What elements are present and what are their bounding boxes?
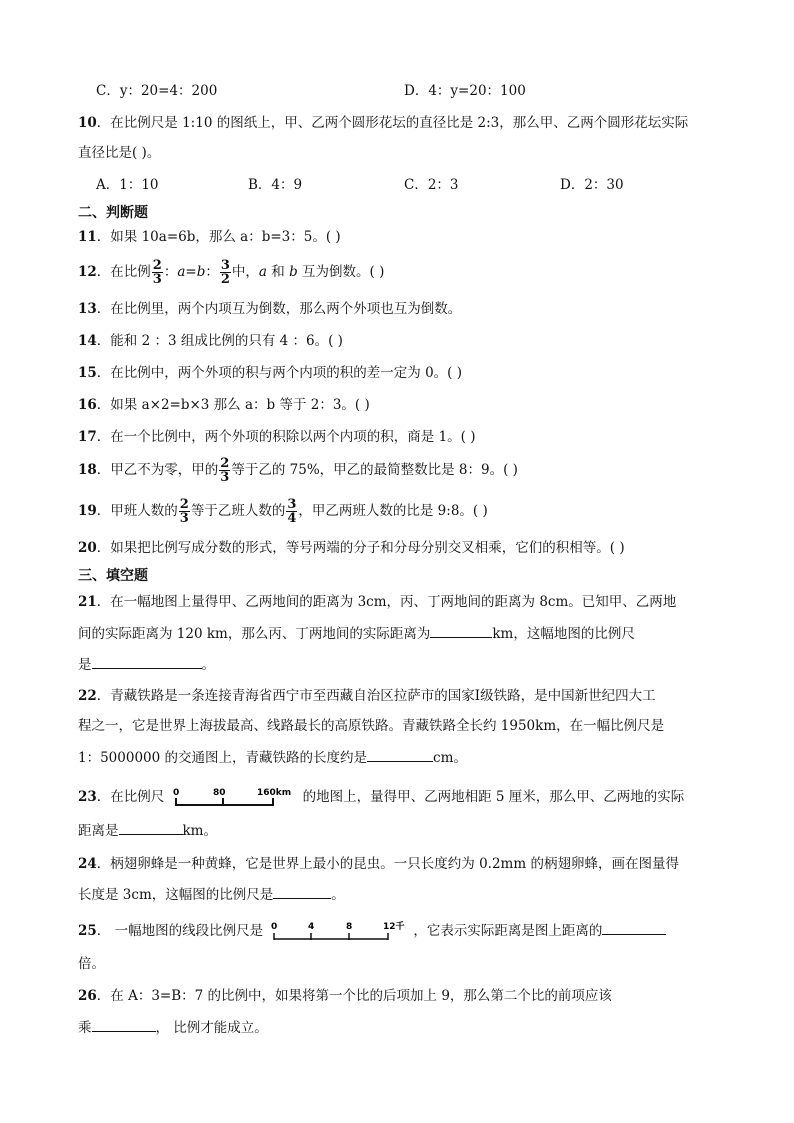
- question-11: [78, 227, 341, 247]
- scale-label: 160km: [256, 787, 291, 798]
- fraction: [219, 457, 230, 484]
- question-21: [78, 592, 676, 612]
- answer-blank[interactable]: [92, 654, 202, 669]
- denominator: 3: [220, 470, 230, 485]
- section-heading: 三、填空题: [78, 568, 148, 584]
- scale-bar-icon: [173, 787, 299, 809]
- question-number: 20: [78, 540, 97, 556]
- question-10-line2: 直径比是( )。: [78, 145, 161, 161]
- question-text: ：: [163, 264, 178, 280]
- numerator: 3: [220, 258, 230, 273]
- question-text: ．如果把比例写成分数的形式，等号两端的分子和分母分别交叉相乘，它们的积相等。( ): [96, 540, 625, 556]
- variable: a: [258, 264, 267, 280]
- question-24: [78, 854, 679, 874]
- question-text: 等于乙的 75%，甲乙的最简整数比是 8：9。( ): [231, 462, 518, 478]
- question-text: ，甲乙两班人数的比是 9:8。( ): [298, 503, 488, 519]
- question-number: 22: [78, 688, 97, 704]
- question-24-line2: [78, 884, 345, 905]
- question-number: 26: [78, 988, 97, 1004]
- question-number: 10: [78, 115, 97, 131]
- numerator: 2: [152, 258, 162, 273]
- question-number: 24: [78, 856, 97, 872]
- question-22: [78, 686, 656, 706]
- question-text: ．在比例尺是 1:10 的图纸上，甲、乙两个圆形花坛的直径比是 2:3，那么甲、乙两个圆形花坛实际: [96, 115, 689, 131]
- question-number: 16: [78, 397, 97, 413]
- question-text: ．在一个比例中，两个外项的积除以两个内项的积，商是 1。( ): [96, 429, 476, 445]
- scale-label: 4: [308, 921, 315, 932]
- question-text: ．在比例中，两个外项的积与两个内项的积的差一定为 0。( ): [96, 365, 463, 381]
- denominator: 2: [220, 272, 230, 287]
- question-23: [78, 784, 684, 810]
- question-text: ：: [205, 264, 219, 280]
- question-text: cm。: [433, 750, 467, 766]
- answer-blank[interactable]: [602, 920, 666, 935]
- question-text: ，它表示实际距离是图上距离的: [413, 923, 603, 939]
- question-text: ．如果 a×2=b×3 那么 a：b 等于 2：3。( ): [96, 397, 370, 413]
- question-text: 长度是 3cm，这幅图的比例尺是: [78, 887, 274, 903]
- question-text: 距离是: [78, 823, 119, 839]
- question-text: 1：5000000 的交通图上，青藏铁路的长度约是: [78, 750, 368, 766]
- question-text: 中，: [231, 264, 259, 280]
- question-number: 23: [78, 789, 97, 805]
- question-18: [78, 456, 518, 484]
- question-number: 25: [78, 923, 97, 939]
- question-text: 和: [266, 264, 290, 280]
- question-text: km，这幅地图的比例尺: [492, 626, 635, 642]
- question-22-line3: [78, 747, 467, 768]
- question-22-line2: 程之一，它是世界上海拔最高、线路最长的高原铁路。青藏铁路全长约 1950km，在一幅比例尺是: [78, 718, 665, 734]
- question-26-line2: [78, 1017, 268, 1038]
- scale-label: 0: [172, 787, 179, 798]
- question-text: 乘: [78, 1020, 92, 1036]
- question-15: [78, 363, 462, 383]
- question-number: 13: [78, 301, 97, 317]
- question-text: ．在 A：3=B：7 的比例中，如果将第一个比的后项加上 9，那么第二个比的前项应该: [96, 988, 612, 1004]
- question-12: [78, 258, 384, 286]
- question-text: ．如果 10a=6b，那么 a：b=3：5。( ): [96, 229, 341, 245]
- question-25: [78, 918, 666, 944]
- numerator: 2: [220, 456, 230, 471]
- fraction: [220, 259, 231, 286]
- question-text: 互为倒数。( ): [297, 264, 385, 280]
- question-25-line2: 倍。: [78, 956, 105, 972]
- question-text: =: [185, 264, 197, 280]
- scale-label: 0: [271, 921, 278, 932]
- answer-blank[interactable]: [119, 820, 183, 835]
- variable: b: [196, 264, 206, 280]
- question-number: 11: [78, 229, 97, 245]
- answer-blank[interactable]: [273, 884, 331, 899]
- question-number: 14: [78, 333, 97, 349]
- question-text: ．在一幅地图上量得甲、乙两地间的距离为 3cm，丙、丁两地间的距离为 8cm。已知甲、乙两地: [96, 594, 677, 610]
- question-21-line2: [78, 623, 635, 644]
- question-number: 21: [78, 594, 97, 610]
- answer-blank[interactable]: [430, 623, 492, 638]
- variable: a: [177, 264, 186, 280]
- question-10: [78, 113, 688, 133]
- fraction: [179, 498, 190, 525]
- question-number: 18: [78, 462, 97, 478]
- question-text: 的地图上，量得甲、乙两地相距 5 厘米，那么甲、乙两地的实际: [302, 789, 685, 805]
- question-text: ．能和 2 ：3 组成比例的只有 4 ：6。( ): [96, 333, 343, 349]
- scale-bar-icon: [271, 921, 409, 943]
- answer-blank[interactable]: [92, 1017, 156, 1032]
- question-16: [78, 395, 370, 415]
- option-d: D．4：y=20：100: [404, 83, 526, 99]
- option-c: C．2：3: [404, 177, 459, 193]
- question-text: ．在比例: [96, 264, 151, 280]
- question-text: ．甲班人数的: [96, 503, 178, 519]
- question-text: ．柄翅卵蜂是一种黄蜂，它是世界上最小的昆虫。一只长度约为 0.2mm 的柄翅卵蜂，画在图量得: [96, 856, 679, 872]
- question-13: [78, 299, 461, 319]
- denominator: 4: [287, 511, 297, 526]
- question-21-line3: [78, 654, 215, 675]
- question-14: [78, 331, 343, 351]
- question-text: 。: [331, 887, 345, 903]
- question-number: 15: [78, 365, 97, 381]
- question-number: 12: [78, 264, 97, 280]
- question-text: 是: [78, 657, 92, 673]
- scale-label: 8: [346, 921, 353, 932]
- numerator: 2: [179, 497, 189, 512]
- option-b: B．4：9: [248, 177, 303, 193]
- question-19: [78, 497, 488, 525]
- question-text: 间的实际距离为 120 km，那么丙、丁两地间的实际距离为: [78, 626, 431, 642]
- question-number: 17: [78, 429, 97, 445]
- question-text: ．在比例尺: [96, 789, 165, 805]
- numerator: 3: [287, 497, 297, 512]
- fraction: [286, 498, 297, 525]
- question-text: ． 一幅地图的线段比例尺是: [96, 923, 264, 939]
- variable: b: [289, 264, 298, 280]
- question-text: ．甲乙不为零，甲的: [96, 462, 219, 478]
- option-c: C．y：20=4：200: [96, 83, 218, 99]
- question-text: 。: [201, 657, 215, 673]
- option-a: A．1：10: [96, 177, 159, 193]
- question-23-line2: [78, 820, 217, 841]
- scale-label: 12千: [383, 921, 405, 932]
- scale-label: 80: [212, 787, 226, 798]
- fraction: [152, 259, 163, 286]
- denominator: 3: [152, 272, 162, 287]
- question-text: km。: [182, 823, 217, 839]
- question-17: [78, 427, 476, 447]
- question-text: ．青藏铁路是一条连接青海省西宁市至西藏自治区拉萨市的国家Ⅰ级铁路，是中国新世纪四大工: [96, 688, 656, 704]
- question-text: 等于乙班人数的: [190, 503, 286, 519]
- question-20: [78, 538, 625, 558]
- option-d: D．2：30: [560, 177, 624, 193]
- question-number: 19: [78, 503, 97, 519]
- answer-blank[interactable]: [367, 747, 433, 762]
- question-26: [78, 986, 612, 1006]
- section-heading: 二、判断题: [78, 205, 148, 221]
- question-text: ．在比例里，两个内项互为倒数，那么两个外项也互为倒数。: [96, 301, 462, 317]
- question-text: ， 比例才能成立。: [155, 1020, 268, 1036]
- denominator: 3: [179, 511, 189, 526]
